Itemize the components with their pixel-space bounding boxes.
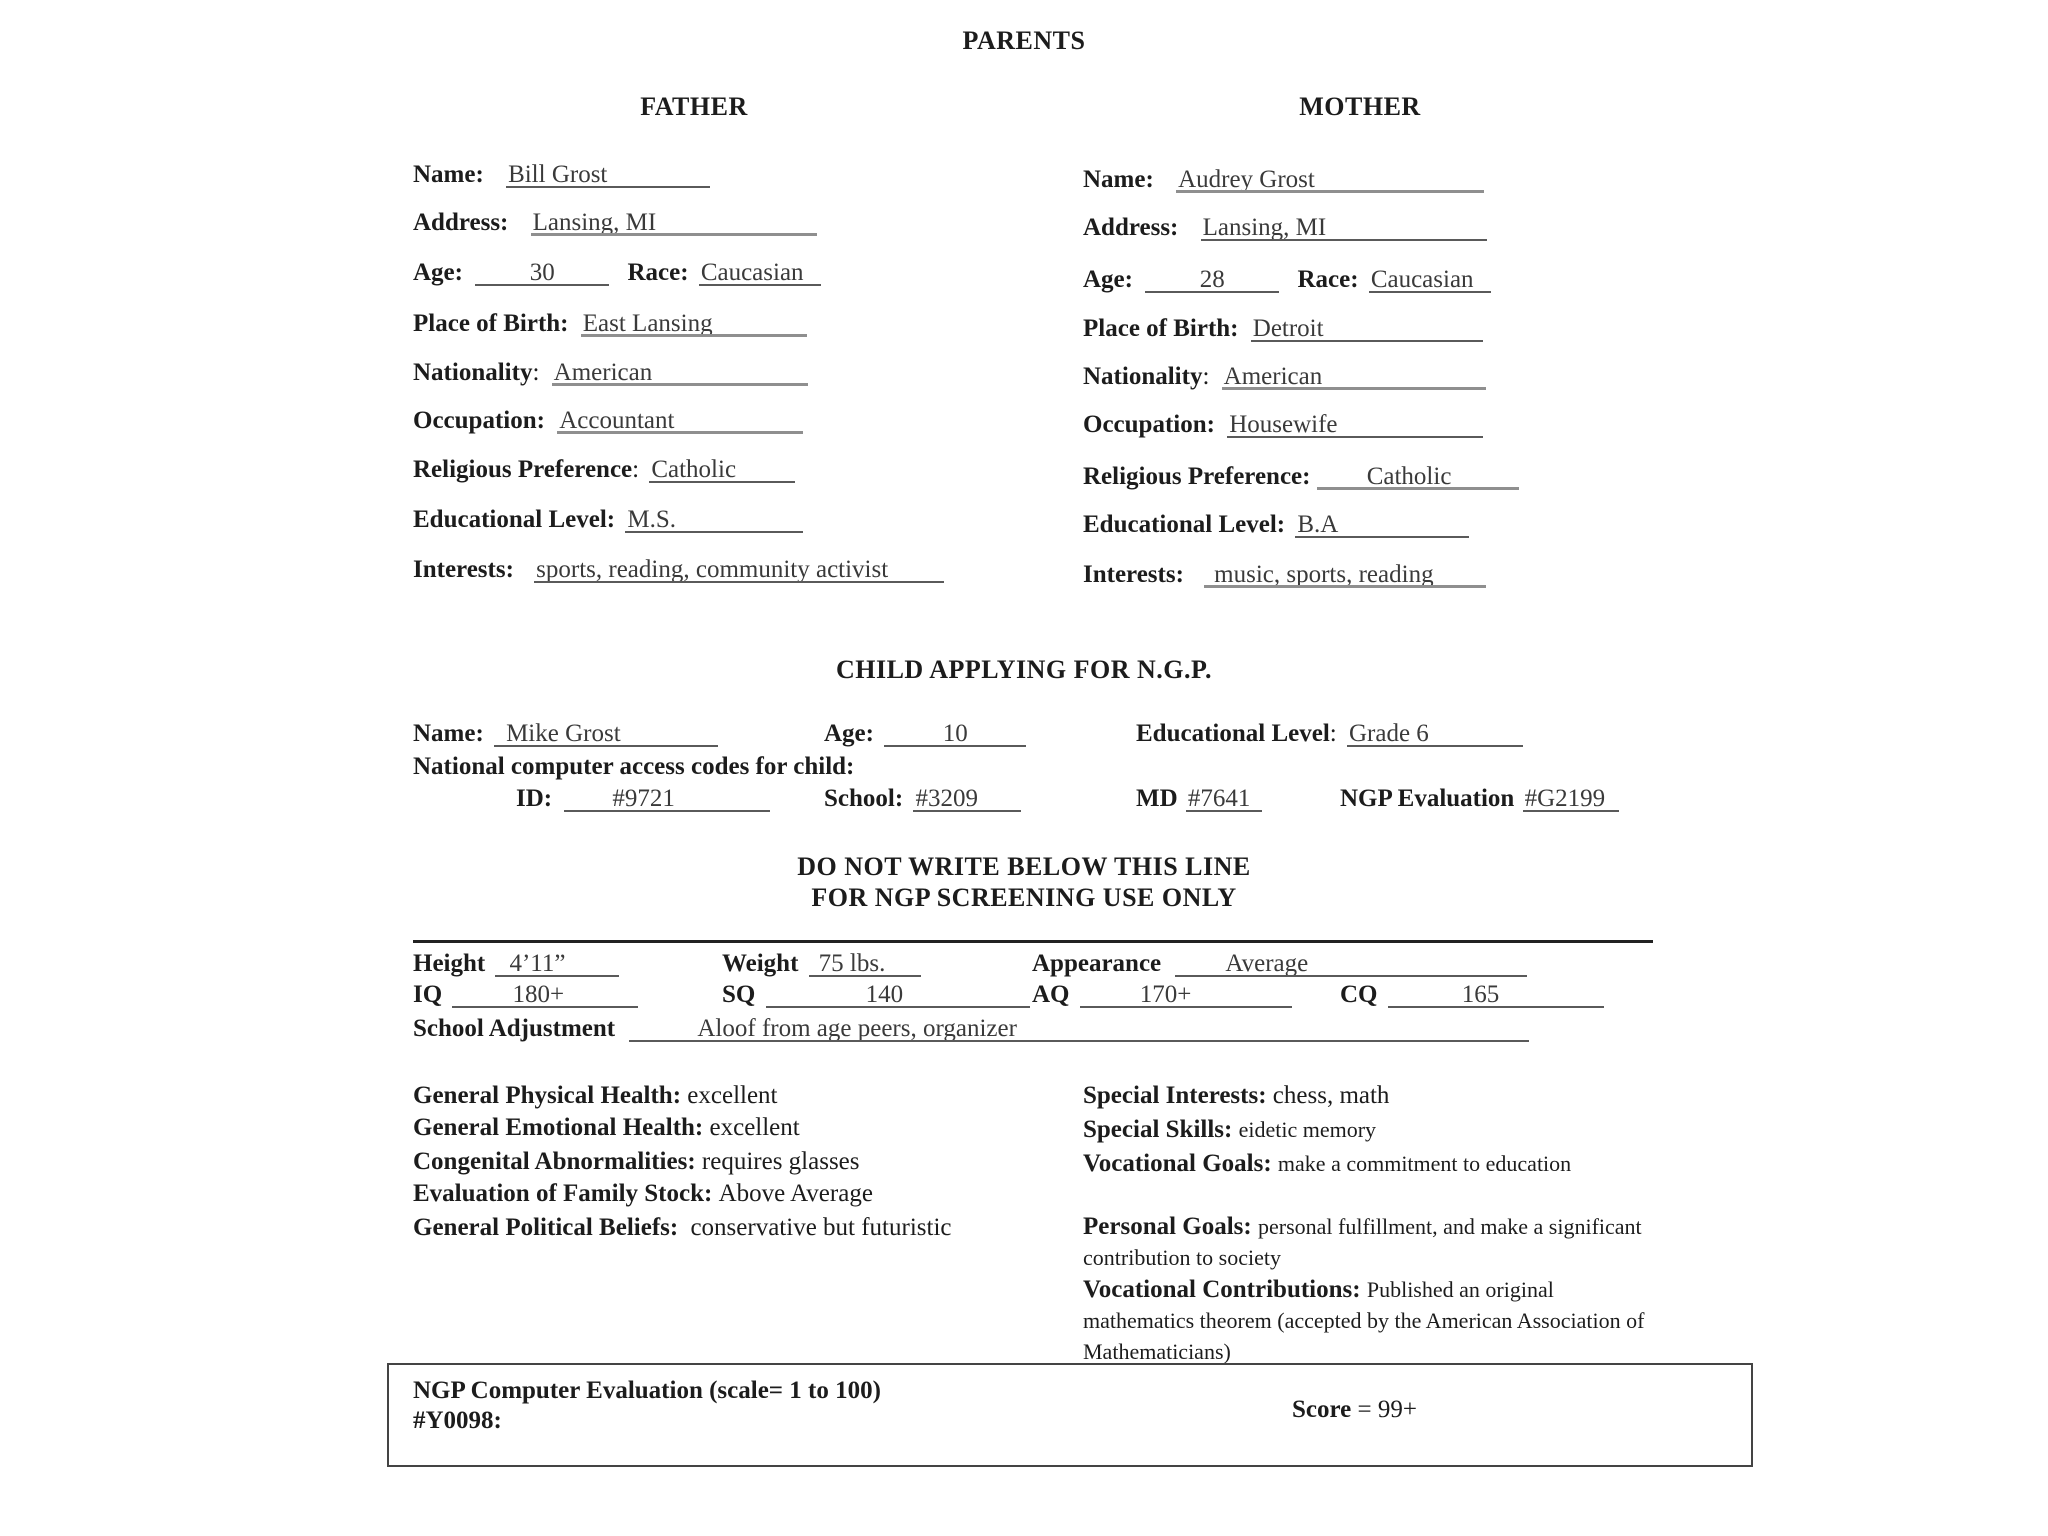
father-occupation-row — [413, 406, 803, 436]
mother-religion-value: Catholic — [1317, 462, 1519, 492]
mother-heading: MOTHER — [1299, 92, 1421, 121]
mother-age-value: 28 — [1145, 265, 1279, 295]
father-address-value: Lansing, MI — [531, 208, 817, 238]
child-age-value: 10 — [884, 719, 1026, 749]
child-age-label: Age: — [824, 720, 874, 747]
congenital-label: Congenital Abnormalities: — [413, 1148, 696, 1175]
father-age-race-row — [413, 258, 821, 288]
political-beliefs-label: General Political Beliefs: — [413, 1214, 679, 1241]
vocational-goals-label: Vocational Goals: — [1083, 1150, 1272, 1177]
do-not-write-line-2: FOR NGP SCREENING USE ONLY — [811, 883, 1237, 912]
height-row — [413, 949, 619, 979]
father-age-value: 30 — [475, 258, 609, 288]
father-birthplace-row — [413, 309, 807, 339]
appearance-value: Average — [1175, 949, 1527, 979]
mother-birthplace-value: Detroit — [1251, 314, 1483, 344]
cq-label: CQ — [1340, 981, 1378, 1008]
vocational-contributions-value: Published an original mathematics theorem (accepted by the American Association of Mathematicians) — [1083, 1277, 1645, 1364]
personal-goals-value: personal fulfillment, and make a significant contribution to society — [1083, 1214, 1642, 1270]
do-not-write-line-1: DO NOT WRITE BELOW THIS LINE — [797, 852, 1251, 881]
vocational-goals-block — [1083, 1148, 1583, 1179]
mother-age-label: Age: — [1083, 266, 1133, 293]
father-nationality-label: Nationality — [413, 359, 533, 386]
child-id-label: ID: — [516, 785, 553, 812]
special-interests-row — [1083, 1081, 1389, 1111]
father-nationality-value: American — [552, 358, 808, 388]
mother-occupation-value: Housewife — [1227, 410, 1483, 440]
father-nationality-row: Nationality: American — [413, 358, 808, 388]
sq-row — [722, 980, 1030, 1010]
score-value: = 99+ — [1357, 1396, 1417, 1423]
personal-goals-label: Personal Goals: — [1083, 1213, 1252, 1240]
special-interests-label: Special Interests: — [1083, 1082, 1267, 1109]
weight-label: Weight — [722, 950, 799, 977]
father-birthplace-value: East Lansing — [581, 309, 807, 339]
child-school-row — [824, 784, 1021, 814]
mother-race-label: Race: — [1297, 266, 1359, 293]
father-age-label: Age: — [413, 259, 463, 286]
father-interests-row — [413, 555, 944, 585]
child-school-label: School: — [824, 785, 904, 812]
mother-age-race-row — [1083, 265, 1491, 295]
father-race-label: Race: — [627, 259, 689, 286]
special-skills-value: eidetic memory — [1238, 1117, 1377, 1142]
aq-label: AQ — [1032, 981, 1070, 1008]
school-adjustment-label: School Adjustment — [413, 1015, 616, 1042]
mother-address-value: Lansing, MI — [1201, 213, 1487, 243]
sq-label: SQ — [722, 981, 756, 1008]
child-name-row — [413, 719, 718, 749]
special-skills-label: Special Skills: — [1083, 1116, 1233, 1143]
child-heading: CHILD APPLYING FOR N.G.P. — [835, 655, 1213, 684]
height-value: 4’11” — [495, 949, 619, 979]
child-md-row — [1136, 784, 1262, 814]
vocational-contributions-label: Vocational Contributions: — [1083, 1276, 1361, 1303]
mother-name-value: Audrey Grost — [1176, 165, 1484, 195]
child-id-row — [516, 784, 770, 814]
father-race-value: Caucasian — [699, 258, 821, 288]
mother-religion-row — [1083, 462, 1519, 492]
father-religion-label: Religious Preference — [413, 456, 633, 483]
sq-value: 140 — [766, 980, 1030, 1010]
mother-name-label: Name: — [1083, 166, 1154, 193]
congenital-value: requires glasses — [701, 1148, 860, 1175]
father-education-label: Educational Level: — [413, 506, 616, 533]
father-heading: FATHER — [640, 92, 748, 121]
mother-interests-row — [1083, 560, 1486, 590]
father-interests-value: sports, reading, community activist — [534, 555, 944, 585]
computer-evaluation-label: NGP Computer Evaluation (scale= 1 to 100) — [413, 1377, 881, 1404]
screening-divider — [413, 940, 1653, 943]
evaluation-code: #Y0098: — [413, 1407, 502, 1434]
child-education-value: Grade 6 — [1347, 719, 1523, 749]
mother-nationality-row: Nationality: American — [1083, 362, 1486, 392]
special-interests-value: chess, math — [1272, 1082, 1390, 1109]
father-occupation-value: Accountant — [557, 406, 803, 436]
family-stock-row — [413, 1179, 873, 1209]
mother-nationality-label: Nationality — [1083, 363, 1203, 390]
child-md-label: MD — [1136, 785, 1178, 812]
vocational-goals-value: make a commitment to education — [1277, 1151, 1572, 1176]
personal-goals-block — [1083, 1211, 1653, 1273]
height-label: Height — [413, 950, 486, 977]
father-address-label: Address: — [413, 209, 509, 236]
cq-row — [1340, 980, 1604, 1010]
child-education-row: Educational Level: Grade 6 — [1136, 719, 1523, 749]
mother-nationality-value: American — [1222, 362, 1486, 392]
father-name-row — [413, 160, 710, 190]
vocational-contributions-block — [1083, 1274, 1663, 1367]
physical-health-value: excellent — [687, 1082, 778, 1109]
father-name-label: Name: — [413, 161, 484, 188]
child-name-label: Name: — [413, 720, 484, 747]
child-ngp-eval-row — [1340, 784, 1619, 814]
father-name-value: Bill Grost — [506, 160, 710, 190]
family-stock-value: Above Average — [718, 1180, 873, 1207]
father-address-row — [413, 208, 817, 238]
family-stock-label: Evaluation of Family Stock: — [413, 1180, 713, 1207]
child-ngp-eval-value: #G2199 — [1523, 784, 1619, 814]
score-row — [1292, 1395, 1417, 1425]
appearance-row — [1032, 949, 1527, 979]
access-codes-label: National computer access codes for child: — [413, 753, 855, 780]
score-label: Score — [1292, 1396, 1352, 1423]
iq-label: IQ — [413, 981, 443, 1008]
weight-value: 75 lbs. — [809, 949, 921, 979]
iq-value: 180+ — [452, 980, 638, 1010]
mother-occupation-label: Occupation: — [1083, 411, 1215, 438]
father-religion-row: Religious Preference: Catholic — [413, 455, 795, 485]
emotional-health-value: excellent — [709, 1114, 800, 1141]
mother-education-value: B.A — [1295, 510, 1469, 540]
weight-row — [722, 949, 921, 979]
father-religion-value: Catholic — [649, 455, 795, 485]
appearance-label: Appearance — [1032, 950, 1162, 977]
father-occupation-label: Occupation: — [413, 407, 545, 434]
aq-value: 170+ — [1080, 980, 1292, 1010]
physical-health-label: General Physical Health: — [413, 1082, 682, 1109]
child-school-value: #3209 — [913, 784, 1021, 814]
aq-row — [1032, 980, 1292, 1010]
mother-birthplace-row — [1083, 314, 1483, 344]
mother-interests-label: Interests: — [1083, 561, 1184, 588]
physical-health-row — [413, 1081, 778, 1111]
child-md-value: #7641 — [1186, 784, 1262, 814]
iq-row — [413, 980, 638, 1010]
parents-heading: PARENTS — [962, 26, 1086, 55]
child-ngp-eval-label: NGP Evaluation — [1340, 785, 1515, 812]
mother-address-row — [1083, 213, 1487, 243]
school-adjustment-row — [413, 1014, 1529, 1044]
mother-education-row — [1083, 510, 1469, 540]
mother-birthplace-label: Place of Birth: — [1083, 315, 1239, 342]
father-interests-label: Interests: — [413, 556, 514, 583]
congenital-row — [413, 1147, 860, 1177]
father-birthplace-label: Place of Birth: — [413, 310, 569, 337]
political-beliefs-block — [413, 1212, 973, 1243]
child-education-label: Educational Level — [1136, 720, 1330, 747]
emotional-health-label: General Emotional Health: — [413, 1114, 704, 1141]
mother-occupation-row — [1083, 410, 1483, 440]
political-beliefs-value: conservative but futuristic — [690, 1214, 952, 1241]
cq-value: 165 — [1388, 980, 1604, 1010]
mother-address-label: Address: — [1083, 214, 1179, 241]
emotional-health-row — [413, 1113, 800, 1143]
child-name-value: Mike Grost — [494, 719, 718, 749]
mother-religion-label: Religious Preference: — [1083, 463, 1311, 490]
father-education-row — [413, 505, 803, 535]
mother-education-label: Educational Level: — [1083, 511, 1286, 538]
mother-interests-value: music, sports, reading — [1204, 560, 1486, 590]
school-adjustment-value: Aloof from age peers, organizer — [629, 1014, 1529, 1044]
child-id-value: #9721 — [564, 784, 770, 814]
mother-name-row — [1083, 165, 1484, 195]
child-age-row — [824, 719, 1026, 749]
father-education-value: M.S. — [625, 505, 803, 535]
mother-race-value: Caucasian — [1369, 265, 1491, 295]
special-skills-row — [1083, 1115, 1376, 1145]
